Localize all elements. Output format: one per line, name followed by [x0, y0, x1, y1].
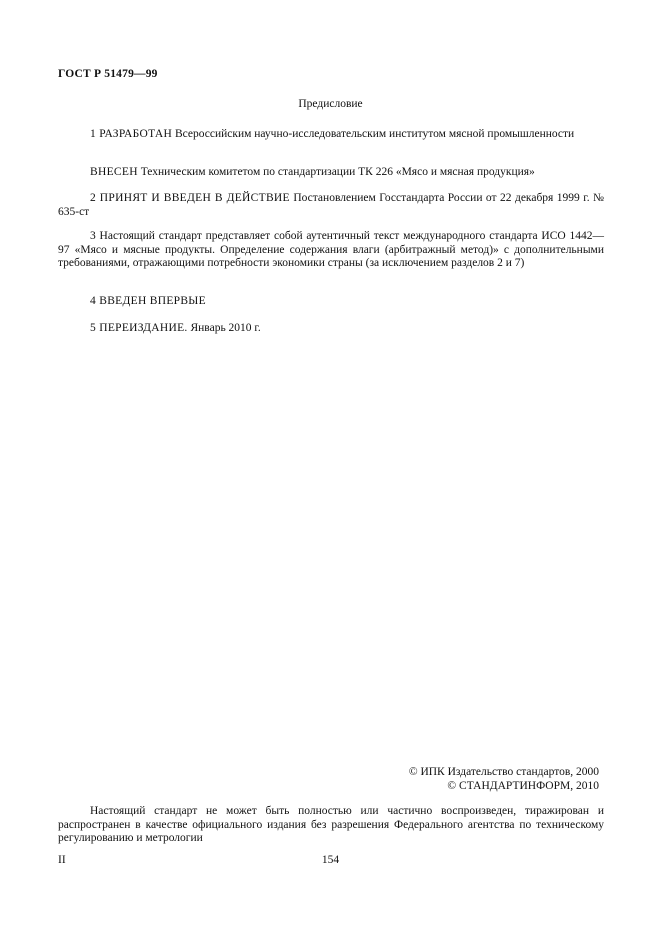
preface-item-1-lead: 1 РАЗРАБОТАН	[90, 128, 173, 140]
preface-item-1	[58, 128, 604, 142]
preface-item-4: 4 ВВЕДЕН ВПЕРВЫЕ	[90, 295, 206, 307]
preface-item-5-text: Январь 2010 г.	[187, 322, 261, 334]
reproduction-notice: Настоящий стандарт не может быть полностью или частично воспроизведен, тиражирован и распространен в качестве официального издания без разрешения Федерального агентства по техническому регулированию и метрологии	[58, 805, 604, 844]
preface-item-2	[58, 192, 604, 219]
preface-item-5-lead: 5 ПЕРЕИЗДАНИЕ.	[90, 322, 188, 334]
page-number: 154	[321, 854, 340, 866]
preface-item-2-text: Постановлением Госстандарта России от 22 декабря 1999 г. № 635-ст	[58, 192, 604, 218]
preface-item-1-text: Всероссийским научно-исследовательским институтом мясной промышленности	[172, 128, 575, 140]
preface-item-1b-lead: ВНЕСЕН	[90, 166, 138, 178]
preface-title: Предисловие	[298, 98, 363, 110]
copyright-line-2: © СТАНДАРТИНФОРМ, 2010	[447, 780, 599, 792]
roman-page-number: II	[58, 854, 66, 866]
preface-item-1b	[58, 166, 604, 180]
standard-code-header: ГОСТ Р 51479—99	[58, 68, 158, 80]
preface-item-5	[58, 322, 604, 336]
copyright-line-1: © ИПК Издательство стандартов, 2000	[408, 766, 599, 778]
preface-item-1b-text: Техническим комитетом по стандартизации ТК 226 «Мясо и мясная продукция»	[137, 166, 535, 178]
preface-item-3: 3 Настоящий стандарт представляет собой аутентичный текст международного стандарта ИСО 1442—97 «Мясо и мясные продукты. Определение содержания влаги (арбитражный метод)» с дополнительными требованиями, отражающими потребности экономики страны (за исключением разделов 2 и 7)	[58, 230, 604, 269]
preface-item-2-lead: 2 ПРИНЯТ И ВВЕДЕН В ДЕЙСТВИЕ	[90, 192, 290, 204]
